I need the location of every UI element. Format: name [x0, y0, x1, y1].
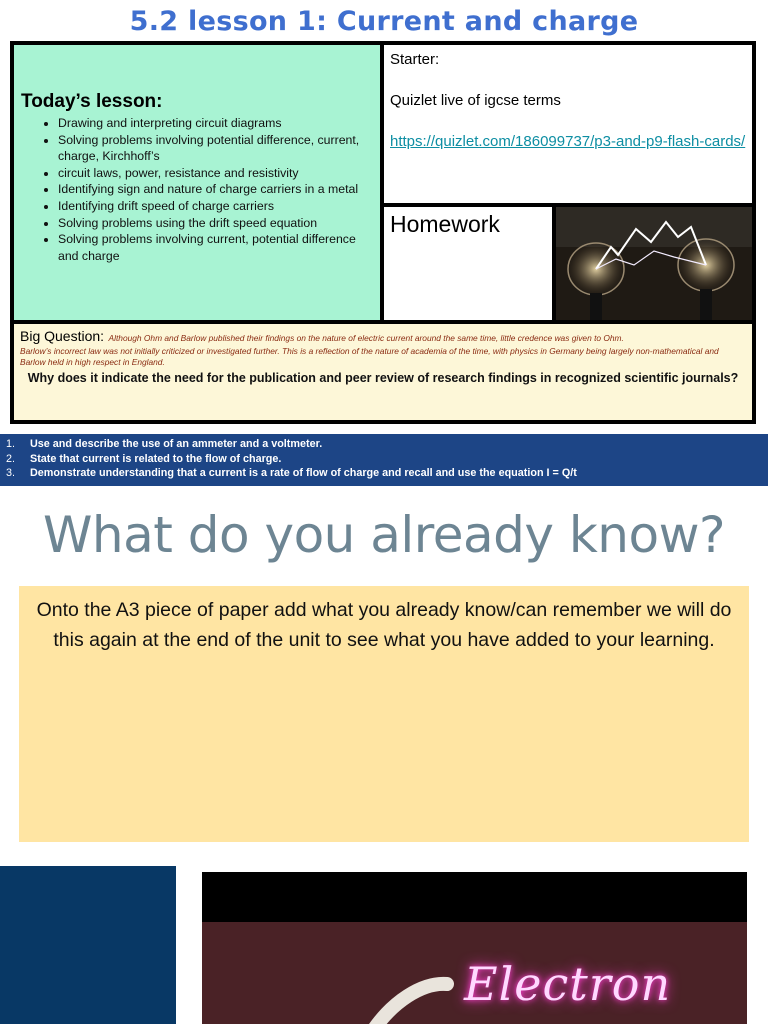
big-question: Why does it indicate the need for the publication and peer review of research findings in recognized scientific journals? — [27, 371, 739, 385]
big-question-label: Big Question: — [20, 328, 105, 344]
list-item: • Identifying drift speed of charge carriers — [58, 198, 372, 215]
objective-text: Demonstrate understanding that a current is a rate of flow of charge and recall and use the equation I = Q/t — [30, 467, 577, 479]
starter-panel — [384, 45, 752, 203]
electron-video-thumbnail[interactable] — [202, 872, 747, 1024]
list-item: • Solving problems using the drift speed equation — [58, 215, 372, 232]
plasma-globe-photo — [556, 207, 752, 320]
electron-neon-text: Electron — [464, 957, 672, 1011]
starter-label: Starter: — [390, 51, 440, 68]
big-question-text-2: Barlow’s incorrect law was not initially criticized or investigated further. This is a reflection of the nature of academia of the time, with physics in Germany being largely non-mathematical and Barlow held in high respect in England. — [20, 346, 719, 367]
objective-number: 1. — [6, 438, 16, 450]
todays-lesson-panel — [14, 45, 380, 320]
list-item: • Solving problems involving potential difference, current, charge, Kirchhoff’s — [58, 132, 372, 165]
objectives-list — [0, 434, 768, 481]
homework-panel — [384, 207, 552, 320]
list-item: • Drawing and interpreting circuit diagrams — [58, 115, 372, 132]
lesson-list — [14, 115, 380, 264]
learning-objectives-bar — [0, 434, 768, 486]
todays-lesson-heading: Today’s lesson: — [21, 91, 163, 112]
big-question-panel — [14, 324, 752, 420]
list-item — [6, 452, 768, 467]
list-item: • Solving problems involving current, potential difference and charge — [58, 231, 372, 264]
list-item: • circuit laws, power, resistance and resistivity — [58, 165, 372, 182]
starter-description: Quizlet live of igcse terms — [390, 92, 561, 109]
know-instructions-box: Onto the A3 piece of paper add what you already know/can remember we will do this again at the end of the unit to see what you have added to your learning. — [19, 586, 749, 842]
list-item — [6, 437, 768, 452]
page-title: 5.2 lesson 1: Current and charge — [129, 6, 639, 37]
list-item — [6, 466, 768, 481]
decorative-block — [0, 866, 176, 1024]
objective-text: State that current is related to the flow of charge. — [30, 452, 282, 465]
quizlet-link[interactable]: https://quizlet.com/186099737/p3-and-p9-flash-cards/ — [390, 133, 746, 150]
objective-number: 3. — [6, 467, 16, 479]
big-question-text-1: Although Ohm and Barlow published their findings on the nature of electric current around the same time, little credence was given to Ohm. — [108, 333, 624, 343]
plasma-globe-image — [556, 207, 752, 320]
objective-number: 2. — [6, 452, 16, 465]
lesson-frame — [10, 41, 756, 424]
objective-text: Use and describe the use of an ammeter and a voltmeter. — [30, 438, 323, 450]
homework-label: Homework — [390, 211, 500, 237]
list-item: • Identifying sign and nature of charge carriers in a metal — [58, 181, 372, 198]
know-heading: What do you already know? — [42, 506, 726, 564]
